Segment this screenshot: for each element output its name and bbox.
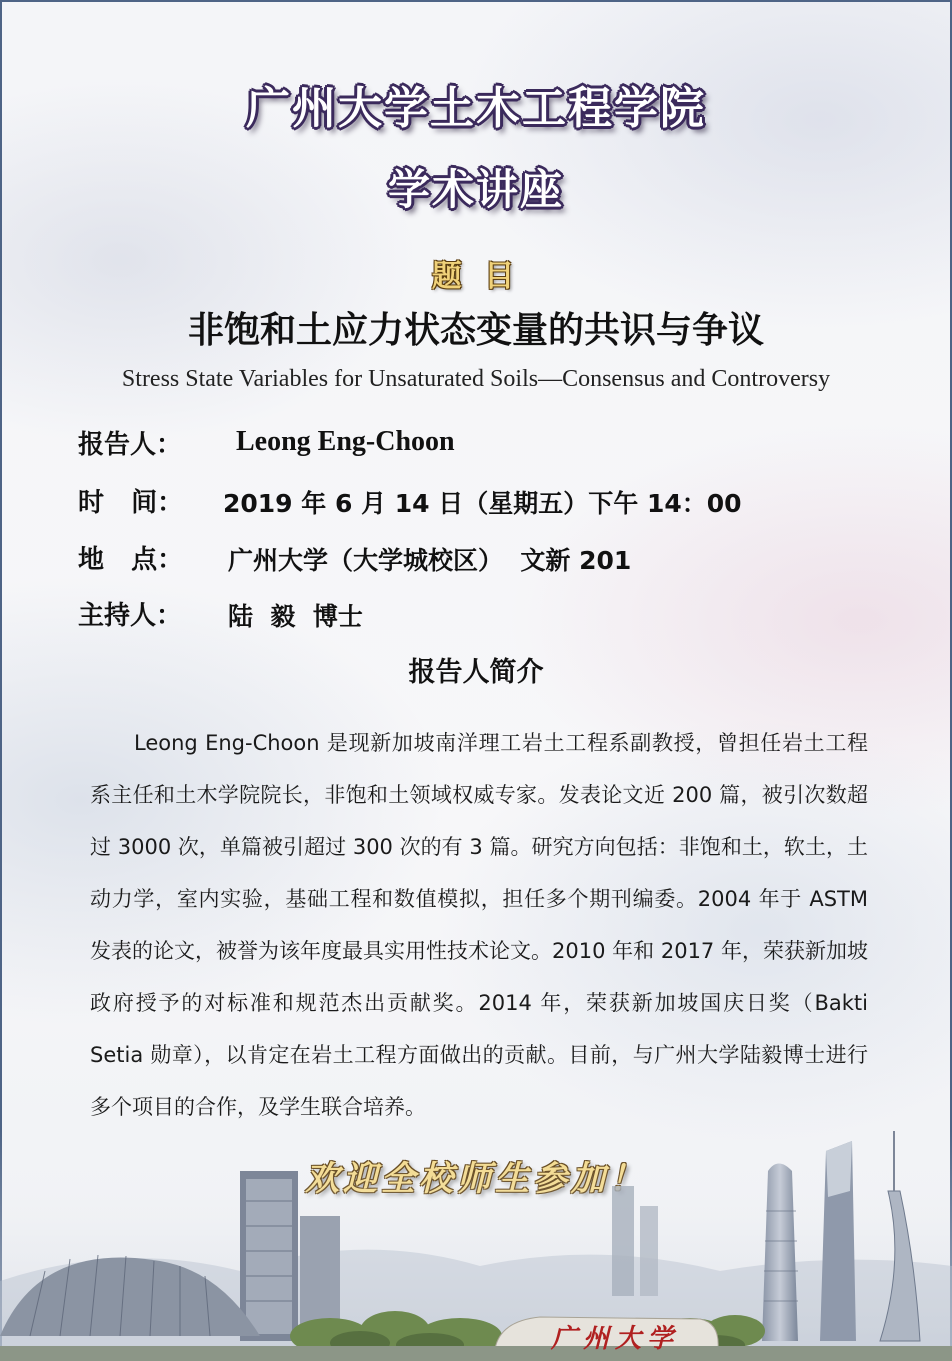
poster-title: 广州大学土木工程学院 — [246, 83, 706, 134]
campus-skyline-illustration — [0, 1131, 952, 1361]
speaker-value: Leong Eng-Choon — [236, 426, 455, 457]
time-value: 2019 年 6 月 14 日（星期五）下午 14：00 — [223, 489, 742, 518]
poster-subtitle: 学术讲座 — [387, 165, 564, 214]
bio-text: Leong Eng-Choon 是现新加坡南洋理工岩土工程系副教授，曾担任岩土工程系主任和土木学院院长，非饱和土领域权威专家。发表论文近 200 篇，被引次数超过 3000 次，单篇被引超过 300 次的有 3 篇。研究方向包括：非饱和土，软土，土动力学，室内实验，基础工程和数值模拟，担任多个期刊编委。2004 年于 ASTM 发表的论文，被誉为该年度最具实用性技术论文。2010 年和 2017 年，荣获新加坡政府授予的对标准和规范杰出贡献奖。2014 年，荣获新加坡国庆日奖（Bakti Setia 勋章），以肯定在岩土工程方面做出的贡献。目前，与广州大学陆毅博士进行多个项目的合作，及学生联合培养。 — [90, 731, 868, 1119]
location-value: 广州大学（大学城校区） 文新 201 — [228, 546, 632, 575]
topic-label: 题 目 — [431, 259, 521, 294]
campus-sign-text: 广州大学 — [550, 1324, 679, 1354]
time-label: 时 间： — [78, 488, 184, 518]
host-value: 陆 毅 博士 — [228, 602, 363, 631]
bio-heading: 报告人简介 — [408, 657, 544, 688]
topic-title-en: Stress State Variables for Unsaturated Soils—Consensus and Controversy — [121, 366, 831, 392]
speaker-row — [78, 424, 898, 464]
host-label: 主持人： — [78, 601, 183, 631]
topic-title-cn: 非饱和土应力状态变量的共识与争议 — [187, 310, 764, 351]
location-label: 地 点： — [78, 545, 184, 575]
time-row — [78, 482, 898, 522]
location-row — [78, 539, 898, 579]
host-row — [78, 595, 898, 635]
speaker-label: 报告人： — [78, 430, 183, 460]
